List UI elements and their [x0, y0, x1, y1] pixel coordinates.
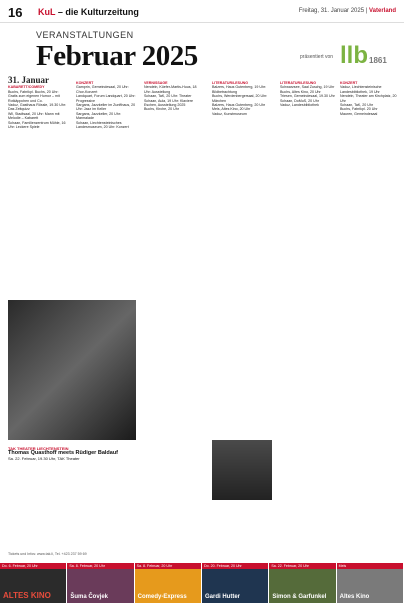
ad-name: Comedy-Express [137, 594, 187, 600]
column-label: KONZERT [76, 81, 94, 85]
list-item: Vaduz, Liechtensteinische Landesbibliothek, 19 Uhr [340, 85, 382, 94]
caption-label: TAK THEATER LIECHTENSTEIN [8, 446, 69, 451]
ad-tile[interactable] [67, 563, 134, 603]
column-label: VERNISSAGE [144, 81, 168, 85]
issue-date-text: Freitag, 31. Januar 2025 [298, 8, 365, 14]
ad-head: Sa. 22. Februar, 20 Uhr [269, 563, 335, 569]
photo-caption [8, 446, 136, 461]
sponsor-logo [340, 42, 387, 70]
list-item: Vaduz, Kunstmuseum [212, 111, 247, 116]
logo-year: 1861 [369, 56, 387, 65]
column-3 [144, 78, 204, 112]
list-item: Balzers, Haus Gutenberg, 20 Uhr [212, 103, 266, 108]
column-date: 31. Januar [8, 75, 50, 85]
ad-head: Sa. 8. Februar, 20 Uhr [135, 563, 201, 569]
concert-photo [8, 300, 136, 440]
ad-tile[interactable] [337, 563, 404, 603]
list-item: Mauren, Gemeindesaal [340, 111, 378, 116]
ad-head: Do. 6. Februar, 20 Uhr [0, 563, 66, 569]
list-item: Buchs, Fabrikpl. 20 Uhr [340, 107, 378, 112]
kicker: VERANSTALTUNGEN [36, 30, 134, 40]
logo-text: llb [340, 42, 368, 69]
column-5 [280, 78, 340, 107]
page-header [0, 0, 404, 23]
ad-tile[interactable] [0, 563, 67, 603]
issue-date: Freitag, 31. Januar 2025 | Vaterland [298, 8, 396, 14]
column-6 [340, 78, 400, 116]
list-item: Sargans, Jazzkeller im Zunfthaus, 20 Uhr: Jazz im Keller [76, 103, 136, 112]
column-1 [8, 75, 68, 130]
list-item: Buchs, Kirche, 20 Uhr [144, 107, 179, 112]
ad-head: Sa. 8. Februar, 20 Uhr [67, 563, 133, 569]
list-item: Schaan, DoMuS, 20 Uhr [280, 98, 319, 103]
list-item: Vaduz, Gasthaus Rössle, 19.30 Uhr: Das Zeitquizz [8, 103, 67, 112]
list-item: Schwarzsee, Saal Zuschg, 19 Uhr [280, 85, 335, 90]
paper-name: Vaterland [368, 8, 396, 14]
list-item: Schaan, Liechtensteinisches Landesmuseum, 20 Uhr: Konzert [76, 120, 129, 130]
caption-title: Thomas Quasthoff meets Rüdiger Baldauf [8, 450, 119, 456]
list-item: Wil, Stadtsaal, 20 Uhr: Mann mit Melodie – Kabarett [8, 111, 60, 121]
column-4 [212, 78, 272, 116]
side-photo [212, 440, 272, 500]
ad-head: Mels [337, 563, 403, 569]
list-item: Schaan, Aula, 19 Uhr: Klaviere [144, 98, 193, 103]
ad-name: Altes Kino [339, 594, 370, 600]
column-label: KONZERT [340, 81, 358, 85]
list-item: Nendeln, Küefer-Martis-Huus, 18 Uhr: Ausstellung [144, 85, 197, 94]
ad-name: Simon & Garfunkel [272, 594, 327, 600]
list-item: Landquart, Forum Landquart, 20 Uhr: Progressive [76, 94, 136, 103]
list-item: Gamprin, Gemeindesaal, 20 Uhr: Chor-Konzert [76, 85, 129, 94]
list-item: Schaan, Familienzentrum Mühle, 16 Uhr: Leckere Spiele [8, 120, 66, 130]
list-item: Buchs, Altes Kino, 20 Uhr [280, 89, 321, 94]
ad-strip [0, 563, 404, 603]
ad-head: Do. 20. Februar, 20 Uhr [202, 563, 268, 569]
list-item: Balzers, Haus Gutenberg, 19 Uhr: Bildbetrachtung [212, 85, 267, 94]
list-item: Schaan, TaK, 20 Uhr [340, 103, 374, 108]
list-item: Triesen, Gemeindesaal, 19.30 Uhr [280, 94, 335, 99]
page-title: Februar 2025 [36, 40, 198, 72]
ad-name: ALTES KINO [3, 591, 51, 600]
list-item: Eschen, Ausstellung 2025 [144, 103, 186, 108]
caption-sub: Sa. 22. Februar, 19.30 Uhr, TAK Theater [8, 456, 80, 461]
ad-name: Šuma Čovjek [70, 594, 109, 600]
list-item: Buchs, Werdenbergersaal, 20 Uhr: Märchen [212, 94, 268, 103]
fine-print: Tickets und Infos: www.tak.li, Tel. +423 237 59 69 [8, 552, 87, 556]
column-label: LITERATUR/LESUNG [280, 81, 317, 85]
ad-tile[interactable] [269, 563, 336, 603]
column-label: KABARETT/COMEDY [8, 85, 45, 90]
list-item: Buchs, Fabrikpl. Buchs, 20 Uhr: Gratis zum eigenen Humor – mit Rotkäppchen und Co. [8, 89, 60, 103]
ad-tile[interactable] [135, 563, 202, 603]
ad-tile[interactable] [202, 563, 269, 603]
ad-name: Gardi Hutter [204, 594, 240, 600]
page-number: 16 [8, 5, 23, 20]
list-item: Schaan, TaK, 20 Uhr: Theater [144, 94, 192, 99]
list-item: Vaduz, Landesbibliothek [280, 103, 319, 108]
section-title [38, 7, 139, 17]
sponsor-label: präsentiert von [300, 54, 334, 60]
column-label: LITERATUR/LESUNG [212, 81, 249, 85]
list-item: Sargans, Jazzkeller, 20 Uhr: Marmalade [76, 111, 121, 121]
section-kul: KuL [38, 7, 56, 17]
list-item: Nendeln, Theater am Kirchplatz, 20 Uhr [340, 94, 397, 103]
section-sub: – die Kulturzeitung [55, 7, 139, 17]
column-2 [76, 78, 136, 129]
list-item: Mels, Altes Kino, 20 Uhr [212, 107, 251, 112]
